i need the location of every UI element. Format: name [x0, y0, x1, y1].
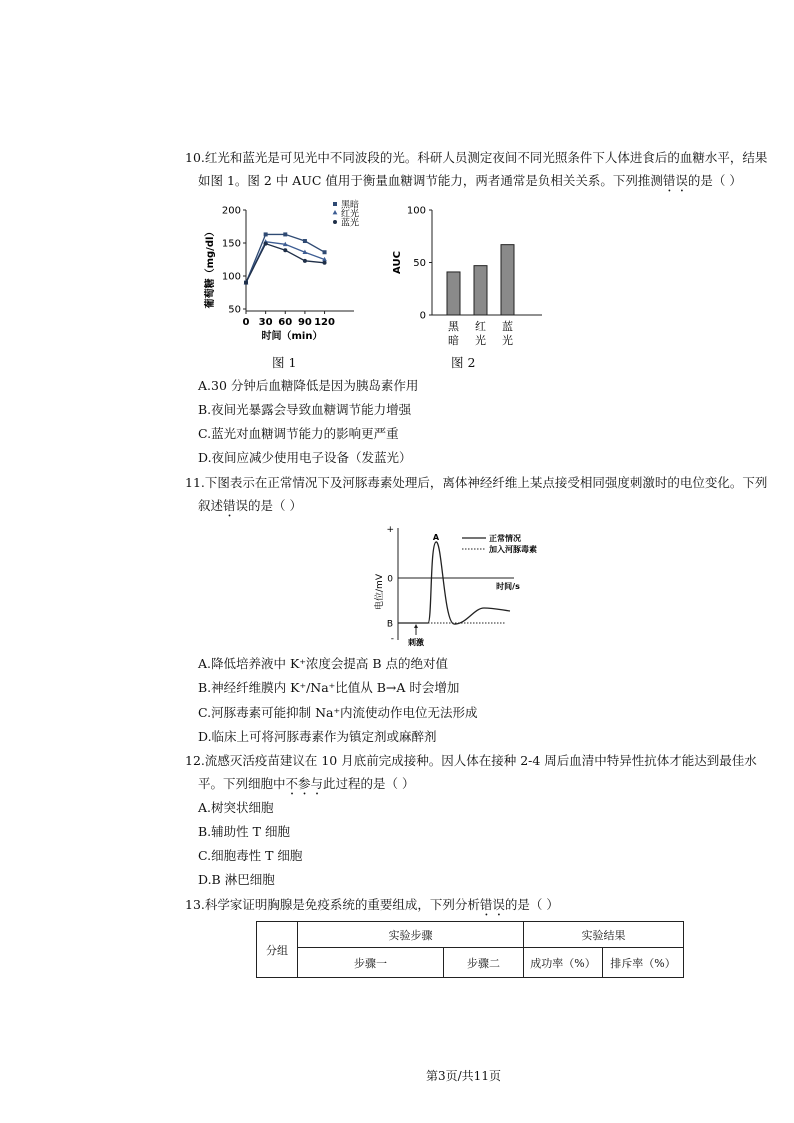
- plus-label: +: [386, 525, 394, 535]
- q13-stem-tail: 的是（ ）: [504, 897, 559, 912]
- q10-emphasis: 错误: [662, 173, 688, 188]
- legend-label-normal: 正常情况: [489, 534, 521, 543]
- q12-stem-line1: 12.流感灭活疫苗建议在 10 月底前完成接种。因人体在接种 2-4 周后血清中特异性抗体才能达到最佳水: [185, 753, 757, 768]
- bar-category-label: 黑: [448, 320, 459, 333]
- x-tick-label: 120: [314, 317, 335, 328]
- data-point: [323, 250, 327, 254]
- bar-category-label: 光: [475, 334, 486, 347]
- q12-option-b: B.辅助性 T 细胞: [198, 824, 290, 839]
- q12-option-c: C.细胞毒性 T 细胞: [198, 848, 303, 863]
- normal-curve: [398, 542, 510, 624]
- table-header-success: 成功率（%）: [524, 948, 603, 978]
- q13-emphasis: 错误: [479, 897, 505, 912]
- data-point: [264, 232, 268, 236]
- figure-1-line-chart: [200, 198, 360, 342]
- q12-emphasis: 不参与: [285, 776, 324, 791]
- q12-stem-text: 平。下列细胞中: [198, 776, 286, 791]
- bar-category-label: 暗: [448, 334, 459, 347]
- figure-2-caption: 图 2: [451, 355, 476, 370]
- page-footer: 第3页/共11页: [426, 1069, 501, 1083]
- legend-marker: [333, 220, 337, 224]
- data-point: [244, 281, 248, 285]
- bar-category-label: 蓝: [502, 320, 513, 333]
- bar-蓝光: [501, 245, 514, 315]
- q12-stem-tail: 此过程的是（ ）: [323, 776, 415, 791]
- data-point: [303, 259, 307, 263]
- q11-stem-text: 叙述: [198, 498, 224, 513]
- legend-label: 黑暗: [341, 200, 360, 211]
- q11-option-a: A.降低培养液中 K⁺浓度会提高 B 点的绝对值: [198, 656, 449, 671]
- legend-marker: [333, 202, 337, 206]
- q10-stem-tail: 的是（ ）: [687, 173, 742, 188]
- table-header-step2: 步骤二: [444, 948, 524, 978]
- q10-option-a: A.30 分钟后血糖降低是因为胰岛素作用: [198, 378, 419, 393]
- data-point: [283, 248, 287, 252]
- x-axis-label: 时间（min）: [261, 331, 323, 342]
- table-header-results: 实验结果: [524, 922, 684, 948]
- y-tick-label: 150: [221, 238, 241, 250]
- q10-option-d: D.夜间应减少使用电子设备（发蓝光）: [198, 450, 412, 465]
- bar-category-label: 光: [502, 334, 513, 347]
- y-tick-label: 0: [419, 310, 426, 322]
- q11-option-b: B.神经纤维膜内 K⁺/Na⁺比值从 B→A 时会增加: [198, 680, 460, 695]
- q10-stem-text: 如图 1。图 2 中 AUC 值用于衡量血糖调节能力，两者通常是负相关关系。下列推测: [198, 173, 663, 188]
- zero-label: 0: [387, 574, 393, 585]
- q11-emphasis: 错: [223, 498, 236, 513]
- y-tick-label: 100: [221, 271, 241, 283]
- figure-1-caption: 图 1: [272, 355, 297, 370]
- q10-option-c: C.蓝光对血糖调节能力的影响更严重: [198, 426, 399, 441]
- table-header-group: 分组: [257, 922, 298, 978]
- data-point: [303, 239, 307, 243]
- x-axis-label: 时间/s: [496, 582, 520, 591]
- data-point: [323, 261, 327, 265]
- legend-label: 红光: [341, 209, 360, 220]
- q11-option-d: D.临床上可将河豚毒素作为镇定剂或麻醉剂: [198, 729, 437, 744]
- bar-category-label: 红: [475, 320, 486, 333]
- q13-stem: [185, 897, 559, 919]
- experiment-table: [256, 921, 684, 978]
- bar-黑暗: [447, 272, 460, 315]
- x-tick-label: 60: [278, 317, 293, 328]
- y-axis-label: 电位/mV: [375, 574, 385, 610]
- y-tick-label: 100: [406, 205, 426, 217]
- y-tick-label: 200: [221, 205, 241, 217]
- rest-label: B: [386, 619, 393, 630]
- q12-stem-line2: [198, 776, 415, 798]
- q10-stem-line1: 10.红光和蓝光是可见光中不同波段的光。科研人员测定夜间不同光照条件下人体进食后的血糖水平，结果: [185, 150, 768, 165]
- q12-option-a: A.树突状细胞: [198, 800, 274, 815]
- action-potential-figure: [370, 522, 537, 650]
- q10-stem-line2: [198, 173, 742, 195]
- table-header-step1: 步骤一: [298, 948, 444, 978]
- q13-stem-text: 13.科学家证明胸腺是免疫系统的重要组成，下列分析: [185, 897, 480, 912]
- stimulus-label: 刺激: [408, 638, 424, 647]
- x-tick-label: 90: [297, 317, 312, 328]
- y-tick-label: 50: [228, 304, 241, 316]
- figure-2-bar-chart: [384, 198, 554, 346]
- data-point: [264, 242, 268, 246]
- stimulus-arrow-head: [414, 624, 418, 628]
- q12-option-d: D.B 淋巴细胞: [198, 872, 275, 887]
- q11-stem-line1: 11.下图表示在正常情况下及河豚毒素处理后，离体神经纤维上某点接受相同强度刺激时的电位变化。下列: [185, 475, 768, 490]
- y-axis-label: 葡萄糖（mg/dl）: [205, 226, 216, 309]
- y-axis-label: AUC: [392, 251, 403, 274]
- legend-marker: [333, 210, 338, 214]
- q10-option-b: B.夜间光暴露会导致血糖调节能力增强: [198, 402, 412, 417]
- table-header-rejection: 排斥率（%）: [603, 948, 684, 978]
- table-header-steps: 实验步骤: [298, 922, 524, 948]
- x-tick-label: 30: [258, 317, 273, 328]
- peak-label: A: [432, 533, 440, 542]
- legend-label-ttx: 加入河豚毒素: [489, 545, 537, 554]
- minus-label: -: [390, 634, 394, 644]
- q11-stem-line2: [198, 498, 302, 520]
- q11-stem-tail: 误的是（ ）: [235, 498, 303, 513]
- legend-label: 蓝光: [341, 218, 360, 229]
- x-tick-label: 0: [242, 317, 250, 328]
- q11-option-c: C.河豚毒素可能抑制 Na⁺内流使动作电位无法形成: [198, 705, 478, 720]
- y-tick-label: 50: [413, 258, 426, 269]
- data-point: [283, 232, 287, 236]
- bar-红光: [474, 266, 487, 315]
